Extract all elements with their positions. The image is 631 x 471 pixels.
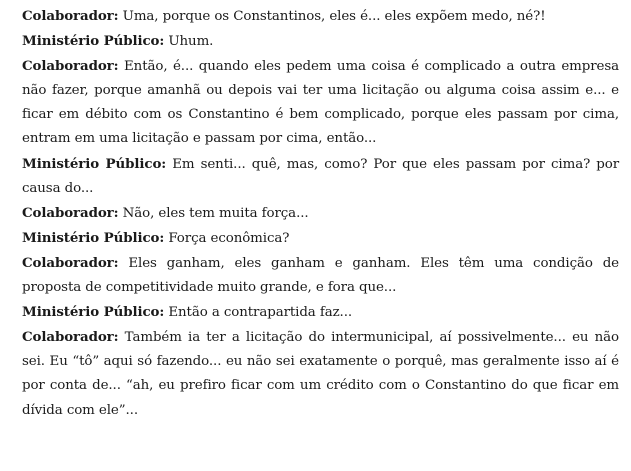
line-text: Eles ganham, eles ganham e ganham. Eles têm uma condição de proposta de competitividade muito grande, e fora que... — [22, 255, 619, 296]
transcript-line — [22, 29, 619, 54]
speaker-label: Ministério Público: — [22, 304, 165, 321]
line-text: Também ia ter a licitação do intermunicipal, aí possivelmente... eu não sei. Eu “tô” aqui só fazendo... eu não sei exatamente o porquê, mas geralmente isso aí é por conta de... “ah, eu prefiro ficar com um crédito com o Constantino do que ficar em dívida com ele”... — [22, 330, 619, 418]
line-text: Uma, porque os Constantinos, eles é... eles expõem medo, né?! — [118, 9, 546, 24]
transcript-line — [22, 201, 619, 226]
transcript-line — [22, 251, 619, 300]
line-text: Então a contrapartida faz... — [164, 305, 353, 321]
line-text: Força econômica? — [164, 230, 290, 246]
transcript-line — [22, 226, 619, 251]
speaker-label: Colaborador: — [22, 254, 119, 271]
line-text: Então, é... quando eles pedem uma coisa é complicado a outra empresa não fazer, porque amanhã ou depois vai ter uma licitação ou alguma coisa assim e... e ficar em débito com os Constantino é bem complicado, porque eles passam por cima, entram em uma licitação e passam por cima, então... — [22, 59, 619, 147]
line-text: Não, eles tem muita força... — [118, 205, 309, 221]
speaker-label: Colaborador: — [22, 204, 119, 221]
speaker-label: Colaborador: — [22, 8, 119, 24]
speaker-label: Colaborador: — [22, 58, 119, 75]
line-text: Em senti... quê, mas, como? Por que eles passam por cima? por causa do... — [22, 156, 619, 196]
transcript-line — [22, 300, 619, 325]
line-text: Uhum. — [164, 34, 214, 50]
transcript-line — [22, 4, 619, 29]
speaker-label: Ministério Público: — [22, 155, 167, 172]
speaker-label: Ministério Público: — [22, 229, 165, 246]
transcript-line — [22, 54, 619, 151]
speaker-label: Ministério Público: — [22, 33, 165, 50]
transcript-line — [22, 325, 619, 422]
speaker-label: Colaborador: — [22, 329, 119, 346]
transcript-line — [22, 152, 619, 201]
